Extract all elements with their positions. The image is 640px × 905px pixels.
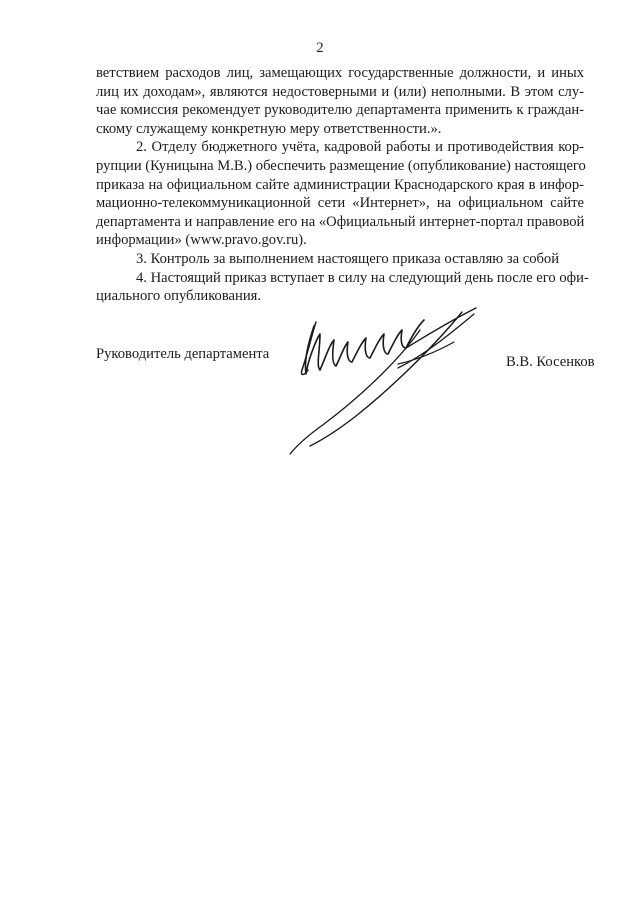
text-line: рупции (Куницына М.В.) обеспечить размещение (опубликование) настоящего [96, 157, 586, 174]
handwritten-signature-icon [286, 304, 506, 474]
signatory-name: В.В. Косенков [506, 354, 595, 370]
text-line: циального опубликования. [96, 288, 262, 305]
signature-block [96, 344, 604, 484]
text-line: 2. Отделу бюджетного учёта, кадровой работы и противодействия кор- [136, 139, 584, 156]
text-line: чае комиссия рекомендует руководителю департамента применить к граждан- [96, 102, 584, 119]
text-line: 3. Контроль за выполнением настоящего приказа оставляю за собой [136, 250, 560, 267]
text-line: скому служащему конкретную меру ответственности.». [96, 120, 442, 137]
text-line: 4. Настоящий приказ вступает в силу на следующий день после его офи- [136, 269, 589, 286]
document-body [96, 64, 589, 306]
page-number: 2 [316, 40, 324, 56]
text-line: лиц их доходам», являются недостоверными и (или) неполными. В этом слу- [96, 83, 584, 100]
paragraph-3 [96, 250, 584, 269]
text-line: департамента и направление его на «Официальный интернет-портал правовой [96, 213, 585, 230]
text-line: ветствием расходов лиц, замещающих государственные должности, и иных [96, 65, 584, 81]
paragraph-2 [96, 138, 584, 250]
paragraph-1 [96, 64, 584, 138]
text-line: мационно-телекоммуникационной сети «Интернет», на официальном сайте [96, 195, 584, 212]
paragraph-4 [96, 269, 589, 306]
text-line: приказа на официальном сайте администрации Краснодарского края в инфор- [96, 176, 584, 193]
position-title: Руководитель департамента [96, 346, 270, 362]
text-line: информации» (www.pravo.gov.ru). [96, 232, 307, 249]
